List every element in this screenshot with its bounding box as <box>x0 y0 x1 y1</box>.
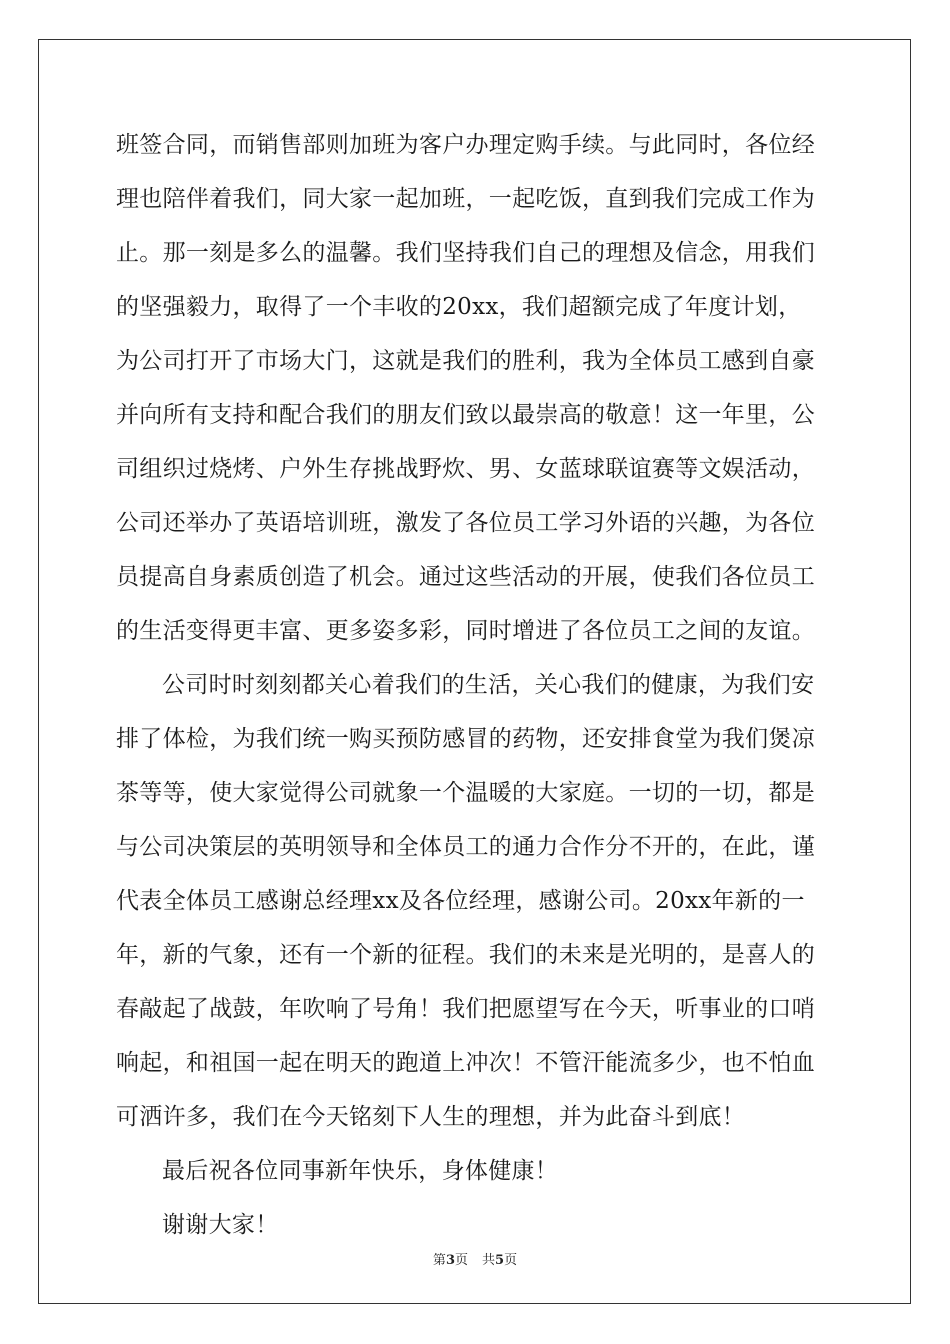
text-line: 理也陪伴着我们，同大家一起加班，一起吃饭，直到我们完成工作为 <box>116 186 815 212</box>
text-line: 可洒许多，我们在今天铭刻下人生的理想，并为此奋斗到底！ <box>116 1104 746 1130</box>
text-line: 班签合同，而销售部则加班为客户办理定购手续。与此同时，各位经 <box>116 132 815 158</box>
closing-thanks: 谢谢大家！ <box>162 1212 279 1238</box>
text-line: 的生活变得更丰富、更多姿多彩，同时增进了各位员工之间的友谊。 <box>116 618 815 644</box>
page-footer <box>0 1249 950 1268</box>
text-line: 响起，和祖国一起在明天的跑道上冲次！不管汗能流多少，也不怕血 <box>116 1050 815 1076</box>
total-prefix: 共 <box>482 1253 496 1268</box>
closing-wish: 最后祝各位同事新年快乐，身体健康！ <box>162 1158 559 1184</box>
current-page-number: 3 <box>445 1253 455 1268</box>
text-line: 并向所有支持和配合我们的朋友们致以最崇高的敬意！这一年里，公 <box>116 402 815 428</box>
text-line: 排了体检，为我们统一购买预防感冒的药物，还安排食堂为我们煲凉 <box>116 726 815 752</box>
total-suffix: 页 <box>504 1253 518 1268</box>
page-prefix: 第 <box>432 1253 446 1268</box>
text-line: 为公司打开了市场大门，这就是我们的胜利，我为全体员工感到自豪 <box>116 348 815 374</box>
paragraph-first-line: 公司时时刻刻都关心着我们的生活，关心我们的健康，为我们安 <box>162 672 815 698</box>
text-line: 的坚强毅力，取得了一个丰收的20xx，我们超额完成了年度计划， <box>116 294 802 320</box>
text-line: 年，新的气象，还有一个新的征程。我们的未来是光明的，是喜人的 <box>116 942 815 968</box>
text-line: 与公司决策层的英明领导和全体员工的通力合作分不开的，在此，谨 <box>116 834 815 860</box>
text-line: 代表全体员工感谢总经理xx及各位经理，感谢公司。20xx年新的一 <box>116 888 805 914</box>
text-line: 员提高自身素质创造了机会。通过这些活动的开展，使我们各位员工 <box>116 564 815 590</box>
page-suffix: 页 <box>454 1253 468 1268</box>
total-pages-number: 5 <box>495 1253 505 1268</box>
text-line: 茶等等，使大家觉得公司就象一个温暖的大家庭。一切的一切，都是 <box>116 780 815 806</box>
text-line: 春敲起了战鼓，年吹响了号角！我们把愿望写在今天，听事业的口哨 <box>116 996 815 1022</box>
text-line: 司组织过烧烤、户外生存挑战野炊、男、女蓝球联谊赛等文娱活动， <box>116 456 815 482</box>
text-line: 止。那一刻是多么的温馨。我们坚持我们自己的理想及信念，用我们 <box>116 240 815 266</box>
text-line: 公司还举办了英语培训班，激发了各位员工学习外语的兴趣，为各位 <box>116 510 815 536</box>
